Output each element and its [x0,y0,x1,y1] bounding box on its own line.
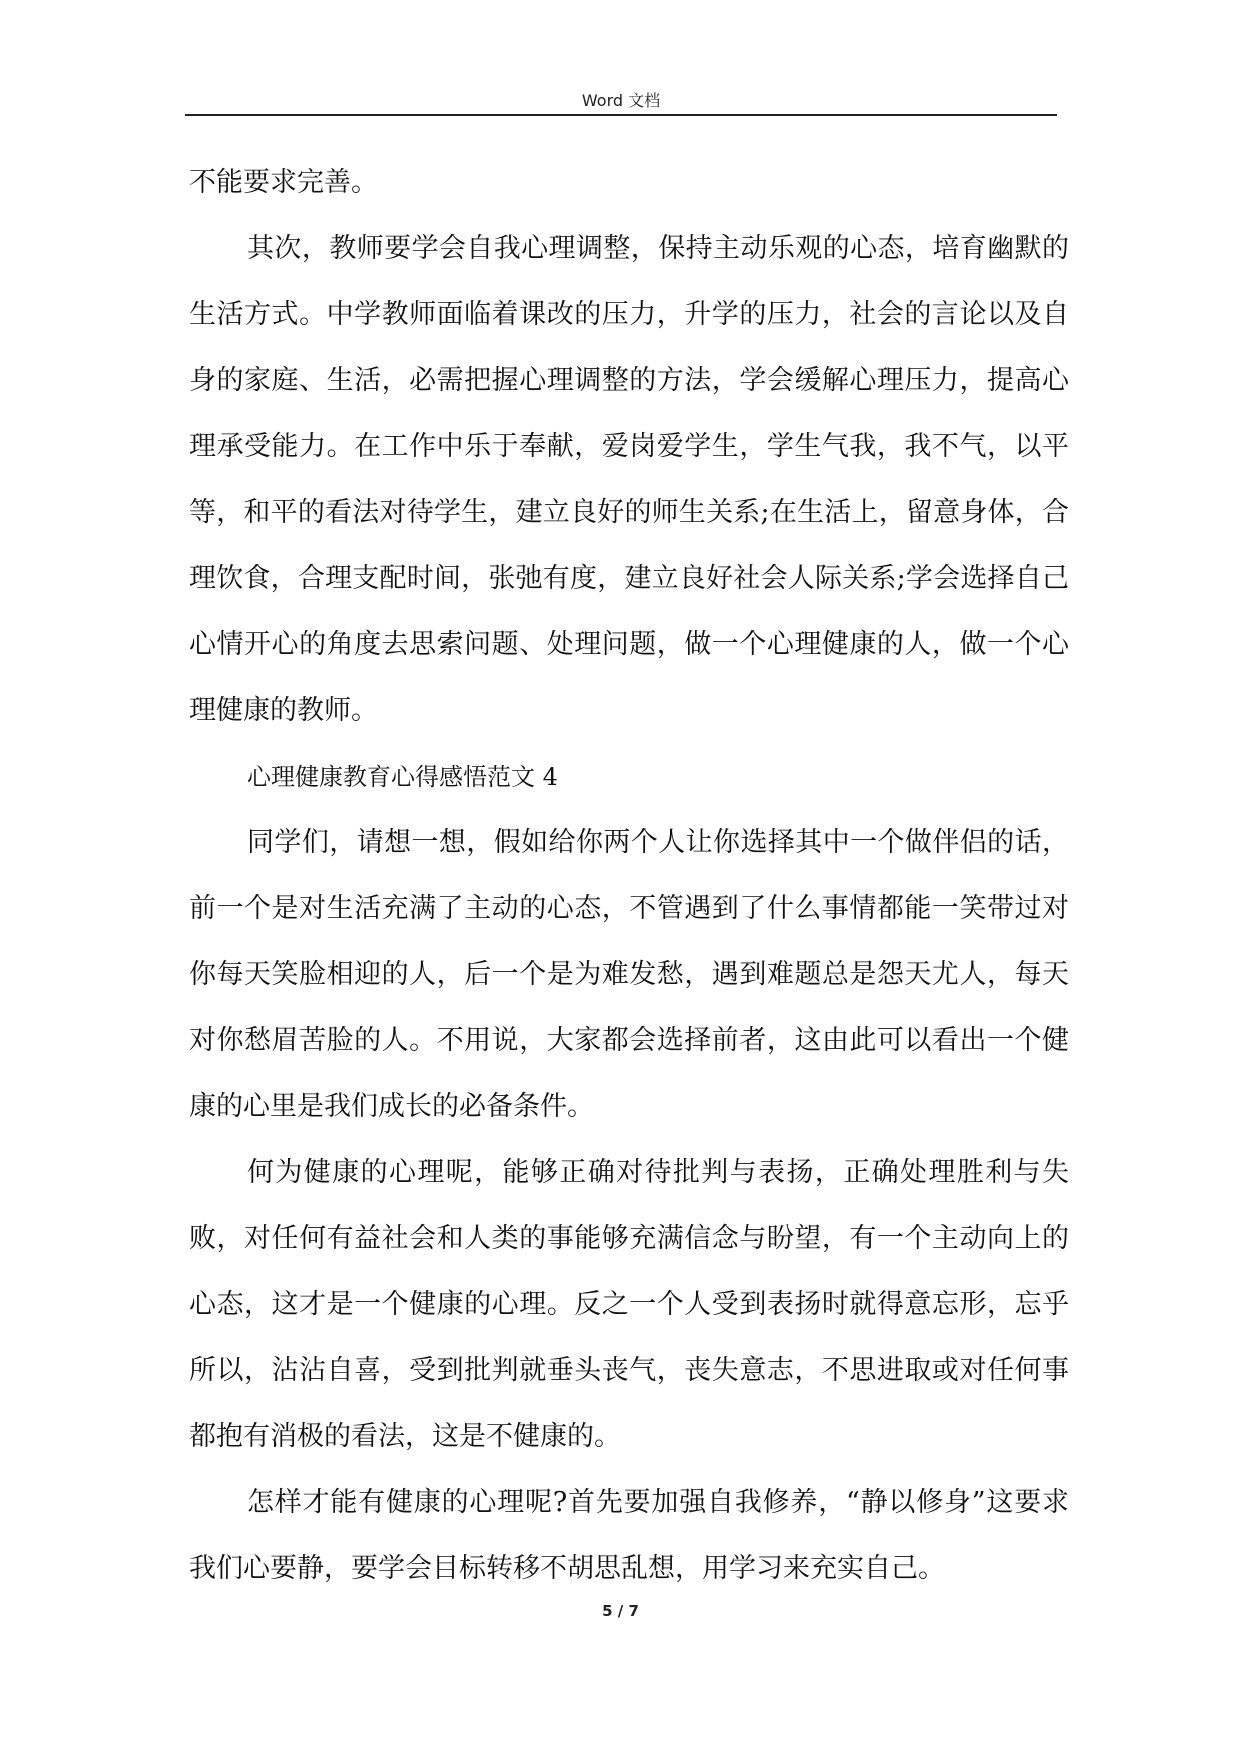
header-divider [185,114,1057,116]
paragraph-self-cultivation: 怎样才能有健康的心理呢?首先要加强自我修养，“静以修身”这要求我们心要静，要学会目标转移不胡思乱想，用学习来充实自己。 [189,1487,1069,1584]
page-number: 5 / 7 [602,1602,639,1620]
paragraph-choose-partner: 同学们，请想一想，假如给你两个人让你选择其中一个做伴侣的话，前一个是对生活充满了主动的心态，不管遇到了什么事情都能一笑带过对你每天笑脸相迎的人，后一个是为难发愁，遇到难题总是怨天尤人，每天对你愁眉苦脸的人。不用说，大家都会选择前者，这由此可以看出一个健康的心里是我们成长的必备条件。 [189,827,1069,1122]
document-body [189,150,1069,1602]
section-heading: 心理健康教育心得感悟范文 4 [247,763,558,791]
paragraph-self-adjustment: 其次，教师要学会自我心理调整，保持主动乐观的心态，培育幽默的生活方式。中学教师面临着课改的压力，升学的压力，社会的言论以及自身的家庭、生活，必需把握心理调整的方法，学会缓解心理压力，提高心理承受能力。在工作中乐于奉献，爱岗爱学生，学生气我，我不气，以平等，和平的看法对待学生，建立良好的师生关系;在生活上，留意身体，合理饮食，合理支配时间，张弛有度，建立良好社会人际关系;学会选择自己心情开心的角度去思索问题、处理问题，做一个心理健康的人，做一个心理健康的教师。 [189,233,1069,726]
page-header: Word 文档 [581,91,661,110]
paragraph-healthy-mind: 何为健康的心理呢，能够正确对待批判与表扬，正确处理胜利与失败，对任何有益社会和人类的事能够充满信念与盼望，有一个主动向上的心态，这才是一个健康的心理。反之一个人受到表扬时就得意忘形，忘乎所以，沾沾自喜，受到批判就垂头丧气，丧失意志，不思进取或对任何事都抱有消极的看法，这是不健康的。 [189,1157,1069,1452]
paragraph-continuation: 不能要求完善。 [189,167,378,198]
